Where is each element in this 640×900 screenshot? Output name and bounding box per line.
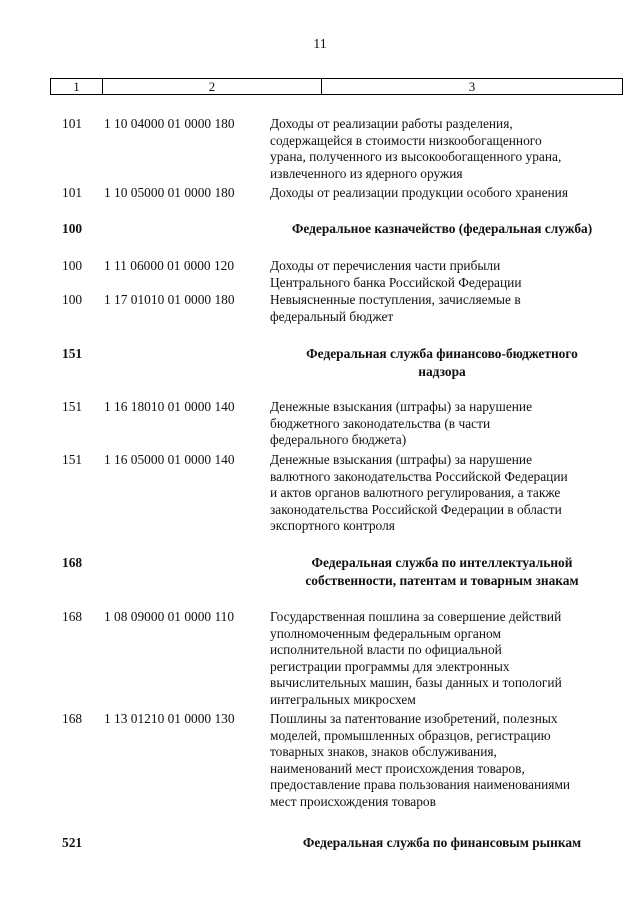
description-line: и актов органов валютного регулирования, а также	[270, 485, 561, 500]
description-line: Доходы от перечисления части прибыли	[270, 258, 501, 273]
income-description	[270, 116, 620, 182]
budget-code: 1 17 01010 01 0000 180	[104, 292, 235, 307]
budget-code: 1 13 01210 01 0000 130	[104, 711, 235, 726]
description-line: валютного законодательства Российской Федерации	[270, 468, 568, 484]
section-title	[262, 554, 622, 590]
description-line: вычислительных машин, базы данных и топологий	[270, 675, 562, 690]
description-line: бюджетного законодательства (в части	[270, 415, 491, 431]
table-header	[50, 78, 623, 95]
section-title-line: Федеральное казначейство (федеральная служба)	[291, 221, 593, 236]
description-line: федерального бюджета)	[270, 432, 407, 447]
admin-code: 168	[62, 609, 83, 624]
description-line: Доходы от реализации работы разделения,	[270, 116, 513, 131]
budget-code: 1 08 09000 01 0000 110	[104, 609, 235, 624]
admin-code: 101	[62, 116, 83, 131]
description-line: федеральный бюджет	[270, 308, 394, 324]
description-line: мест происхождения товаров	[270, 793, 436, 809]
section-admin-code: 168	[62, 555, 83, 570]
budget-code: 1 16 18010 01 0000 140	[104, 399, 235, 414]
section-title-line: Федеральная служба финансово-бюджетного	[306, 346, 578, 361]
section-admin-code: 100	[62, 221, 83, 236]
description-line: исполнительной власти по официальной	[270, 642, 502, 657]
description-line: товарных знаков, знаков обслуживания,	[270, 744, 497, 759]
income-description	[270, 258, 620, 291]
description-line: экспортного контроля	[270, 518, 395, 533]
admin-code: 100	[62, 292, 83, 307]
description-line: Доходы от реализации продукции особого хранения	[270, 185, 568, 200]
section-title	[262, 834, 622, 852]
section-admin-code: 151	[62, 346, 83, 361]
column-header-2: 2	[103, 79, 322, 94]
description-line: наименований мест происхождения товаров,	[270, 760, 525, 776]
description-line: Центрального банка Российской Федерации	[270, 274, 522, 290]
budget-code: 1 11 06000 01 0000 120	[104, 258, 235, 273]
description-line: урана, полученного из высокообогащенного урана,	[270, 149, 562, 164]
description-line: интегральных микросхем	[270, 691, 416, 707]
section-title	[262, 220, 622, 238]
admin-code: 151	[62, 399, 83, 414]
budget-code: 1 10 05000 01 0000 180	[104, 185, 235, 200]
description-line: извлеченного из ядерного оружия	[270, 165, 463, 181]
income-description	[270, 292, 620, 325]
description-line: Денежные взыскания (штрафы) за нарушение	[270, 452, 533, 467]
income-description	[270, 452, 620, 535]
page-number: 11	[313, 37, 327, 52]
description-line: Денежные взыскания (штрафы) за нарушение	[270, 399, 533, 414]
income-description	[270, 399, 620, 449]
section-title-line: собственности, патентам и товарным знакам	[305, 573, 579, 588]
section-admin-code: 521	[62, 835, 83, 850]
income-description	[270, 711, 620, 810]
admin-code: 168	[62, 711, 83, 726]
admin-code: 100	[62, 258, 83, 273]
section-title-line: Федеральная служба по интеллектуальной	[311, 555, 573, 570]
admin-code: 151	[62, 452, 83, 467]
column-header-3: 3	[468, 79, 476, 94]
description-line: Государственная пошлина за совершение действий	[270, 609, 562, 624]
section-title-line: надзора	[418, 364, 466, 379]
income-description	[270, 185, 620, 202]
budget-code: 1 16 05000 01 0000 140	[104, 452, 235, 467]
column-header-1: 1	[51, 79, 103, 94]
description-line: уполномоченным федеральным органом	[270, 625, 501, 641]
admin-code: 101	[62, 185, 83, 200]
description-line: законодательства Российской Федерации в области	[270, 501, 562, 517]
description-line: регистрации программы для электронных	[270, 658, 510, 674]
description-line: содержащейся в стоимости низкообогащенного	[270, 132, 542, 148]
description-line: Невыясненные поступления, зачисляемые в	[270, 292, 521, 307]
section-title	[262, 345, 622, 381]
description-line: предоставление права пользования наименованиями	[270, 777, 571, 792]
description-line: Пошлины за патентование изобретений, полезных	[270, 711, 558, 726]
income-description	[270, 609, 620, 708]
section-title-line: Федеральная служба по финансовым рынкам	[302, 835, 582, 850]
description-line: моделей, промышленных образцов, регистрацию	[270, 727, 551, 743]
budget-code: 1 10 04000 01 0000 180	[104, 116, 235, 131]
